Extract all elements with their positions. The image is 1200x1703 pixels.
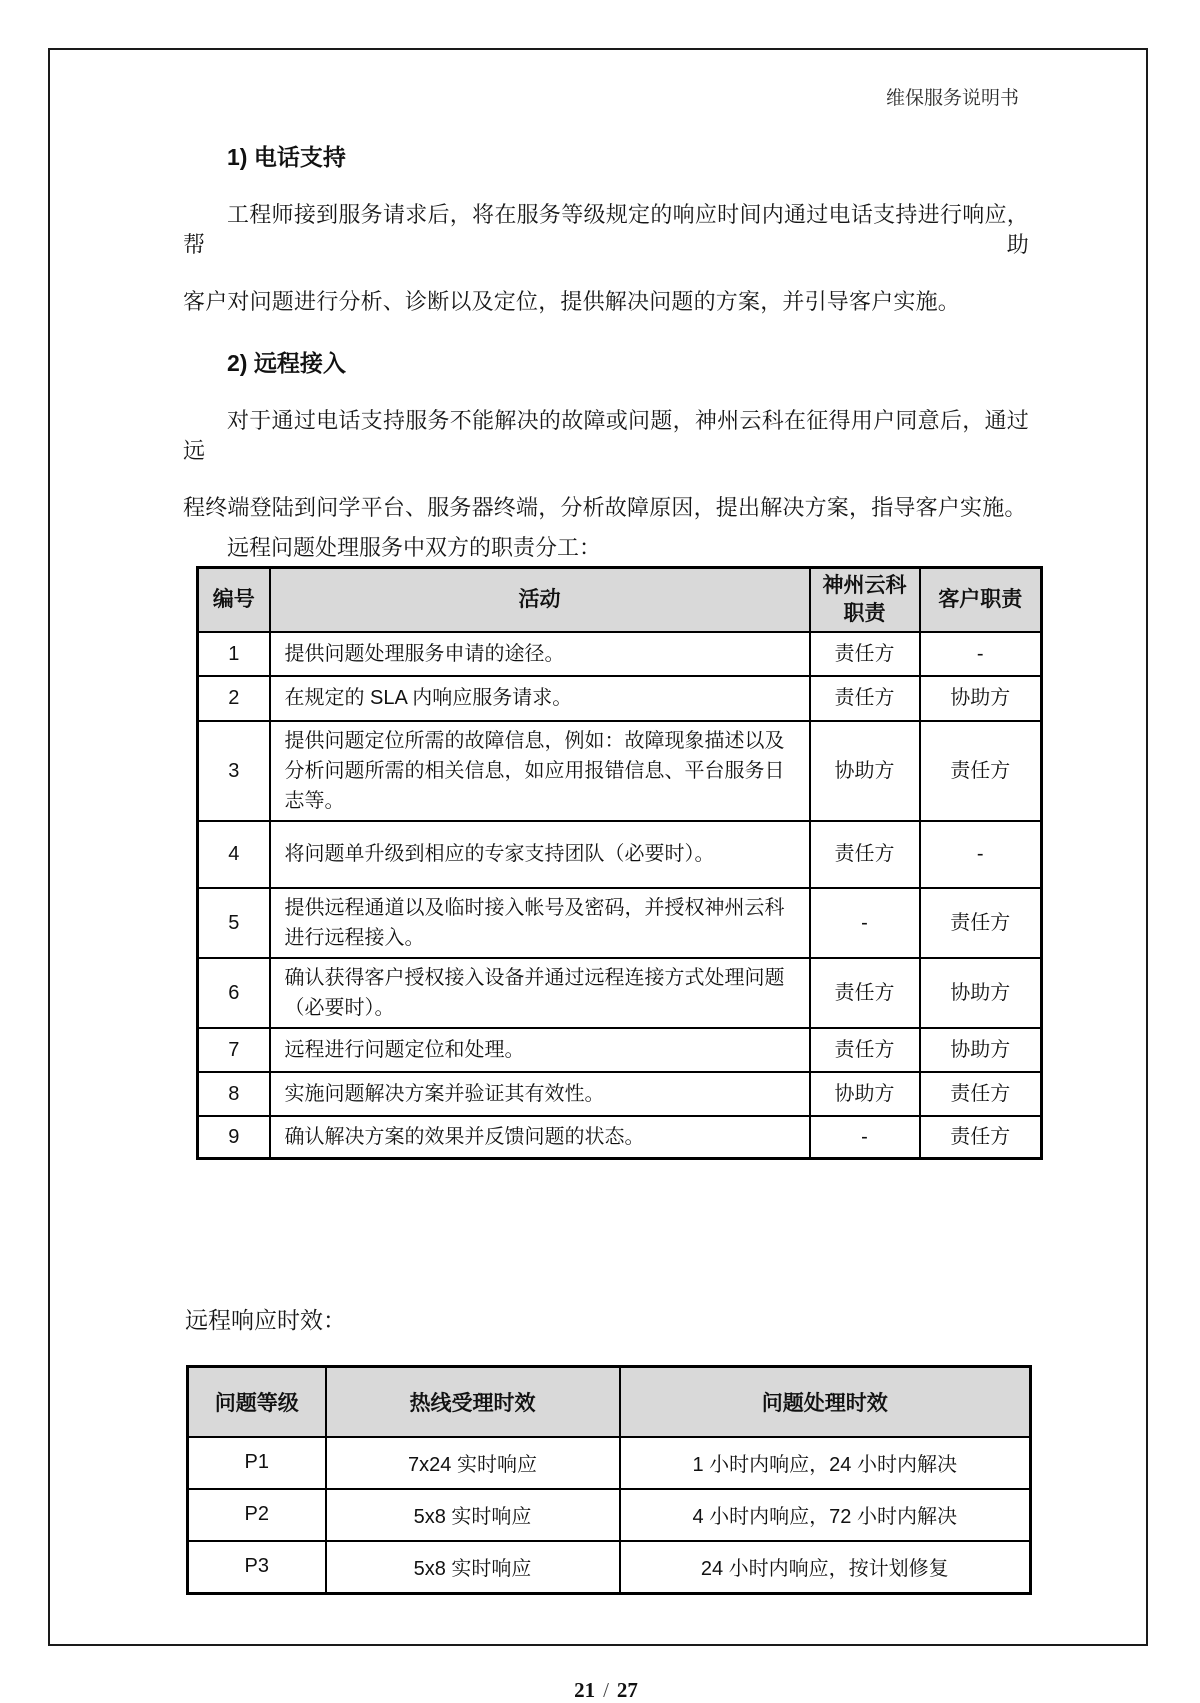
customer-role-cell: 协助方 (920, 1028, 1042, 1072)
sla-section-label: 远程响应时效： (185, 1307, 346, 1333)
vendor-role-cell: 责任方 (810, 821, 920, 888)
handling-time-cell: 24 小时内响应，按计划修复 (620, 1541, 1031, 1594)
activity-cell: 提供问题定位所需的故障信息，例如：故障现象描述以及分析问题所需的相关信息，如应用报错信息、平台服务日志等。 (270, 721, 810, 821)
row-number-cell: 8 (198, 1072, 270, 1116)
activity-cell: 将问题单升级到相应的专家支持团队（必要时）。 (270, 821, 810, 888)
customer-role-cell: 责任方 (920, 888, 1042, 958)
vendor-role-cell: 责任方 (810, 958, 920, 1028)
hotline-response-cell: 7x24 实时响应 (326, 1437, 620, 1489)
table-row (198, 1116, 1042, 1159)
row-number-cell: 3 (198, 721, 270, 821)
doc-header-title: 维保服务说明书 (885, 88, 1019, 109)
customer-role-cell: 责任方 (920, 721, 1042, 821)
vendor-role-cell: - (810, 888, 920, 958)
activity-cell: 在规定的 SLA 内响应服务请求。 (270, 676, 810, 721)
table-row (198, 721, 1042, 821)
row-number-cell: 5 (198, 888, 270, 958)
customer-role-cell: 责任方 (920, 1072, 1042, 1116)
header-cell-problem-level: 问题等级 (188, 1367, 326, 1437)
customer-role-cell: 协助方 (920, 676, 1042, 721)
row-number-cell: 2 (198, 676, 270, 721)
page-number-separator: / (603, 1678, 609, 1702)
page-number-current: 21 (574, 1678, 596, 1702)
problem-level-cell: P3 (188, 1541, 326, 1594)
customer-role-cell: - (920, 632, 1042, 676)
problem-level-cell: P1 (188, 1437, 326, 1489)
customer-role-cell: 协助方 (920, 958, 1042, 1028)
paragraph-line: 对于通过电话支持服务不能解决的故障或问题，神州云科在征得用户同意后，通过远 (183, 408, 1029, 463)
vendor-role-cell: 协助方 (810, 721, 920, 821)
table-row (198, 1028, 1042, 1072)
customer-role-cell: 责任方 (920, 1116, 1042, 1159)
row-number-cell: 1 (198, 632, 270, 676)
sla-table (186, 1365, 1032, 1595)
vendor-role-cell: 协助方 (810, 1072, 920, 1116)
row-number-cell: 6 (198, 958, 270, 1028)
table-row (188, 1489, 1031, 1541)
section-heading-phone-support: 1) 电话支持 (227, 144, 346, 170)
header-cell-hotline-response: 热线受理时效 (326, 1367, 620, 1437)
table-row (198, 821, 1042, 888)
responsibility-table-intro: 远程问题处理服务中双方的职责分工： (227, 535, 602, 560)
table-row (198, 1072, 1042, 1116)
vendor-role-cell: 责任方 (810, 632, 920, 676)
table-row (198, 958, 1042, 1028)
paragraph-line: 程终端登陆到问学平台、服务器终端，分析故障原因，提出解决方案，指导客户实施。 (183, 495, 1027, 520)
row-number-cell: 4 (198, 821, 270, 888)
hotline-response-cell: 5x8 实时响应 (326, 1541, 620, 1594)
table-row (188, 1541, 1031, 1594)
activity-cell: 提供远程通道以及临时接入帐号及密码，并授权神州云科进行远程接入。 (270, 888, 810, 958)
hotline-response-cell: 5x8 实时响应 (326, 1489, 620, 1541)
row-number-cell: 7 (198, 1028, 270, 1072)
paragraph-line: 工程师接到服务请求后，将在服务等级规定的响应时间内通过电话支持进行响应，帮助 (183, 202, 1029, 257)
table-row (198, 888, 1042, 958)
header-cell-number: 编号 (198, 568, 270, 632)
activity-cell: 提供问题处理服务申请的途径。 (270, 632, 810, 676)
header-cell-handling-time: 问题处理时效 (620, 1367, 1031, 1437)
activity-cell: 远程进行问题定位和处理。 (270, 1028, 810, 1072)
activity-cell: 实施问题解决方案并验证其有效性。 (270, 1072, 810, 1116)
paragraph-line: 客户对问题进行分析、诊断以及定位，提供解决问题的方案，并引导客户实施。 (183, 289, 961, 314)
vendor-role-cell: - (810, 1116, 920, 1159)
vendor-role-cell: 责任方 (810, 1028, 920, 1072)
activity-cell: 确认获得客户授权接入设备并通过远程连接方式处理问题（必要时）。 (270, 958, 810, 1028)
customer-role-cell: - (920, 821, 1042, 888)
table-row (188, 1437, 1031, 1489)
vendor-role-cell: 责任方 (810, 676, 920, 721)
header-cell-customer-role: 客户职责 (920, 568, 1042, 632)
page-number-total: 27 (616, 1678, 638, 1702)
table-row (198, 632, 1042, 676)
problem-level-cell: P2 (188, 1489, 326, 1541)
table-row (198, 676, 1042, 721)
table-header-row (198, 568, 1042, 632)
handling-time-cell: 4 小时内响应，72 小时内解决 (620, 1489, 1031, 1541)
row-number-cell: 9 (198, 1116, 270, 1159)
section-heading-remote-access: 2) 远程接入 (227, 350, 346, 376)
page-footer (183, 1677, 1029, 1703)
header-cell-activity: 活动 (270, 568, 810, 632)
table-header-row (188, 1367, 1031, 1437)
responsibility-table (196, 566, 1043, 1160)
header-cell-vendor-role: 神州云科职责 (810, 568, 920, 632)
document-page (48, 48, 1148, 1702)
handling-time-cell: 1 小时内响应，24 小时内解决 (620, 1437, 1031, 1489)
activity-cell: 确认解决方案的效果并反馈问题的状态。 (270, 1116, 810, 1159)
